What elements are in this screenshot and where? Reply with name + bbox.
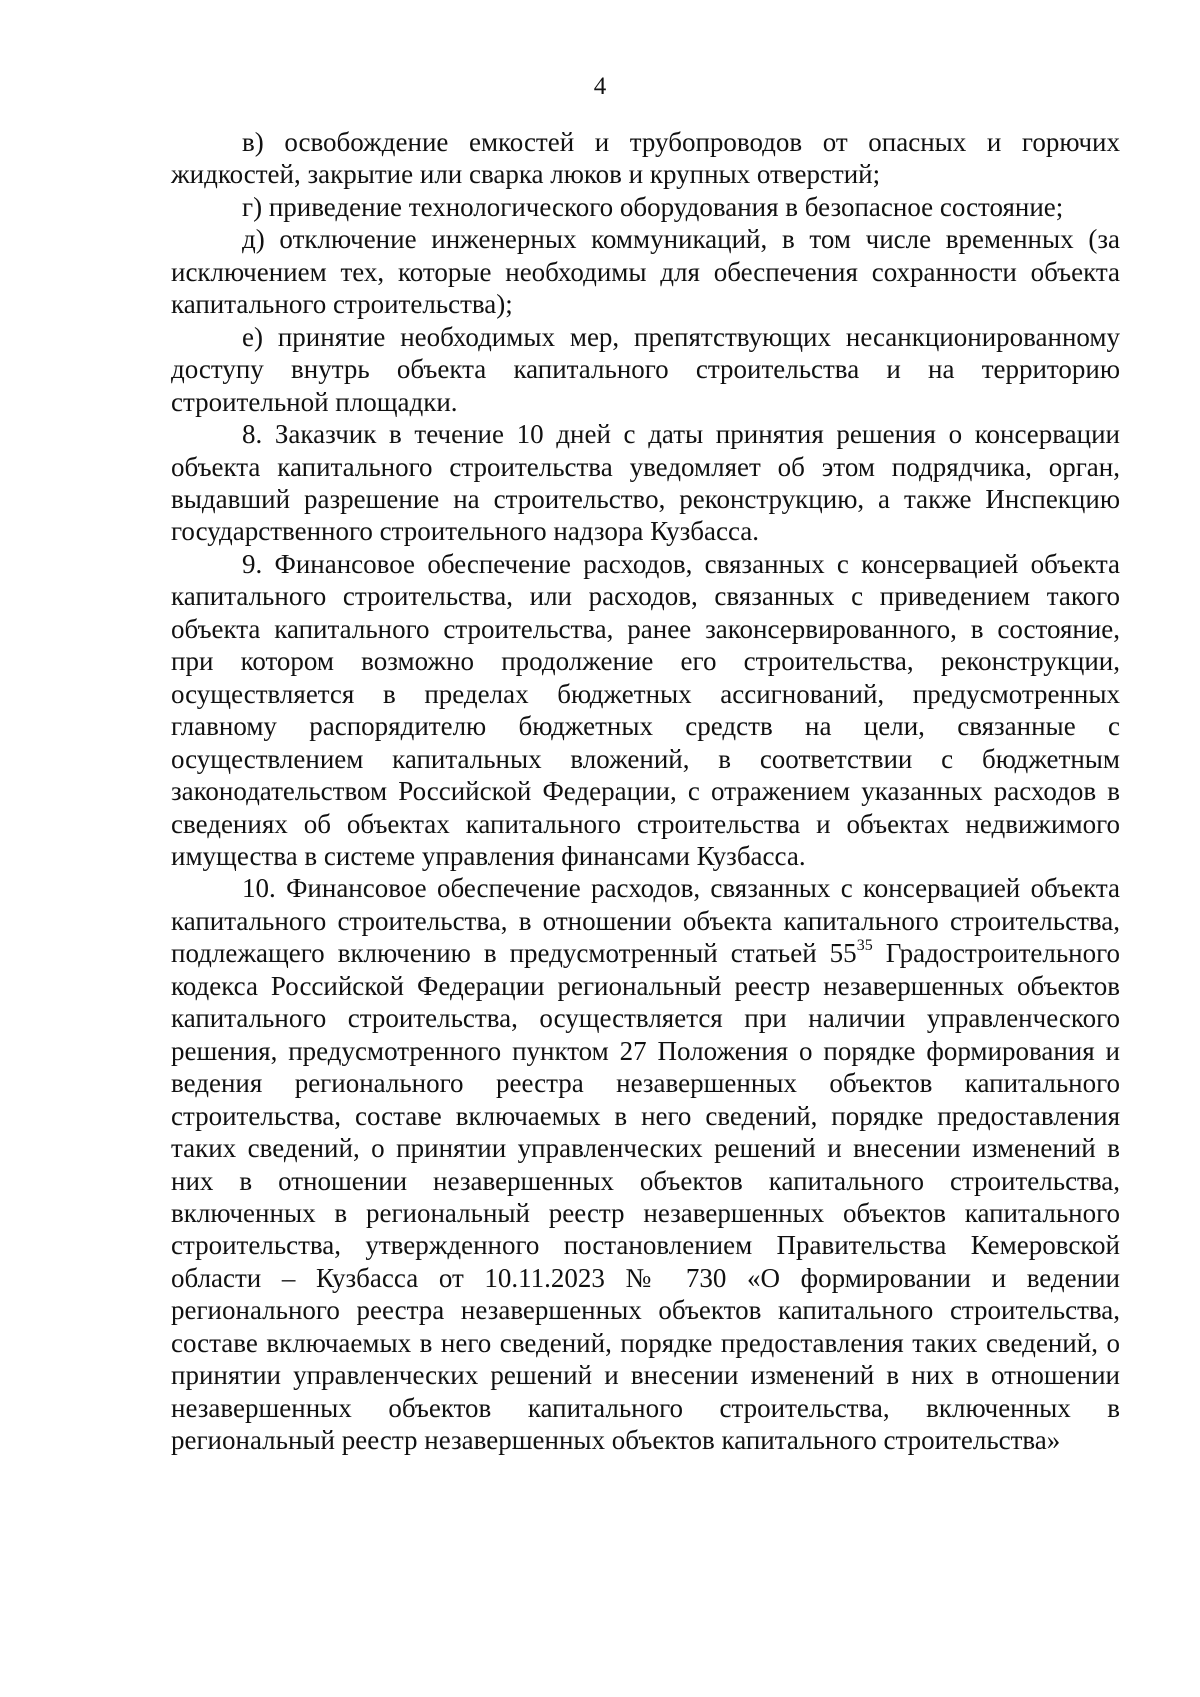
paragraph-item-g: г) приведение технологического оборудования в безопасное состояние; (242, 191, 1064, 222)
paragraph-8: 8. Заказчик в течение 10 дней с даты принятия решения о консервации объекта капитального строительства уведомляет об этом подрядчика, орган, выдавший разрешение на строительство, реконструкцию, а также Инспекцию государственного строительного надзора Кузбасса. (171, 419, 1120, 547)
paragraph-item-v: в) освобождение емкостей и трубопроводов от опасных и горючих жидкостей, закрытие или сварка люков и крупных отверстий; (171, 127, 1120, 190)
paragraph-10-text-end: Градостроительного кодекса Российской Федерации региональный реестр незавершенных объектов капитального строительства, осуществляется при наличии управленческого решения, предусмотренного пунктом 27 Положения о порядке формирования и ведения регионального реестра незавершенных объектов капитального строительства, составе включаемых в него сведений, порядке предоставления таких сведений, о принятии управленческих решений и внесении изменений в них в отношении незавершенных объектов капитального строительства, включенных в региональный реестр незавершенных объектов капитального строительства, утвержденного постановлением Правительства Кемеровской области – Кузбасса от 10.11.2023 № 730 «О формировании и ведении регионального реестра незавершенных объектов капитального строительства, составе включаемых в него сведений, порядке предоставления таких сведений, о принятии управленческих решений и внесении изменений в них в отношении незавершенных объектов капитального строительства, включенных в региональный реестр незавершенных объектов капитального строительства» (171, 938, 1120, 1456)
paragraph-item-d: д) отключение инженерных коммуникаций, в том числе временных (за исключением тех, которые необходимы для обеспечения сохранности объекта капитального строительства); (171, 224, 1120, 320)
article-superscript: 35 (856, 937, 873, 955)
page-number: 4 (593, 73, 607, 100)
paragraph-10-text-start: 10. Финансовое обеспечение расходов, связанных с консервацией объекта капитального строительства, в отношении объекта капитального строительства, подлежащего включению в предусмотренный статьей 55 (171, 873, 1120, 969)
paragraph-10 (171, 872, 1120, 1456)
paragraph-item-e: е) принятие необходимых мер, препятствующих несанкционированному доступу внутрь объекта капитального строительства и на территорию строительной площадки. (171, 321, 1120, 417)
document-body (171, 126, 1120, 1457)
paragraph-9: 9. Финансовое обеспечение расходов, связанных с консервацией объекта капитального строительства, или расходов, связанных с приведением такого объекта капитального строительства, ранее законсервированного, в состояние, при котором возможно продолжение его строительства, реконструкции, осуществляется в пределах бюджетных ассигнований, предусмотренных главному распорядителю бюджетных средств на цели, связанные с осуществлением капитальных вложений, в соответствии с бюджетным законодательством Российской Федерации, с отражением указанных расходов в сведениях об объектах капитального строительства и объектах недвижимого имущества в системе управления финансами Кузбасса. (171, 548, 1120, 871)
